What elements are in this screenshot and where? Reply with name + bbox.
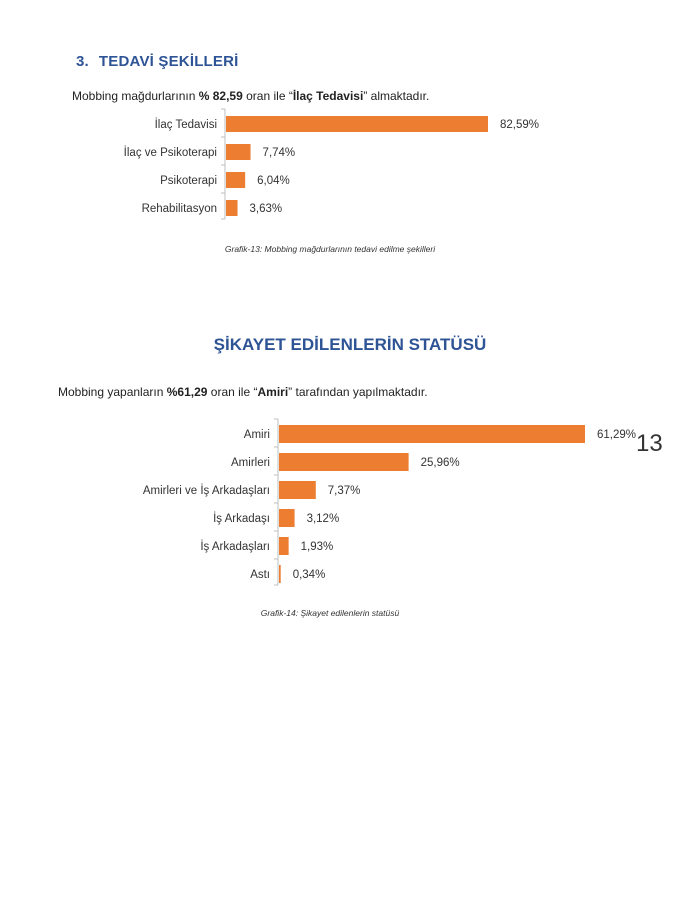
category-label: Rehabilitasyon	[141, 203, 217, 215]
intro-text: ” almaktadır.	[363, 89, 430, 103]
value-label: 7,37%	[327, 485, 361, 497]
value-label: 82,59%	[500, 119, 540, 131]
bar	[279, 509, 295, 527]
bar	[226, 116, 488, 132]
intro-highlight: İlaç Tedavisi	[292, 89, 364, 103]
section-2-title: ŞİKAYET EDİLENLERİN STATÜSÜ	[213, 335, 487, 354]
page-number: 13	[636, 430, 663, 457]
value-label: 3,63%	[249, 203, 283, 215]
intro-text: Mobbing mağdurlarının	[72, 89, 199, 103]
value-label: 61,29%	[597, 429, 637, 441]
section-1-title	[76, 53, 239, 70]
chart-2-caption: Grafik-14: Şikayet edilenlerin statüsü	[260, 608, 400, 618]
intro-value: % 82,59	[198, 89, 243, 103]
complaint-status-bar-chart	[0, 415, 700, 590]
value-label: 0,34%	[292, 569, 326, 581]
category-label: İş Arkadaşı	[213, 513, 270, 525]
treatment-bar-chart	[0, 105, 700, 225]
category-label: Amirleri ve İş Arkadaşları	[142, 485, 270, 497]
intro-text: oran ile “	[242, 89, 293, 103]
section-number: 3.	[76, 53, 89, 70]
bar	[279, 565, 281, 583]
bar	[226, 200, 238, 216]
category-label: Astı	[250, 569, 270, 581]
category-label: Amirleri	[231, 457, 270, 469]
category-label: İlaç Tedavisi	[154, 119, 217, 131]
value-label: 7,74%	[262, 147, 296, 159]
category-label: İş Arkadaşları	[200, 541, 270, 553]
category-label: İlaç ve Psikoterapi	[123, 147, 217, 159]
intro-text: Mobbing yapanların	[58, 385, 167, 399]
value-label: 25,96%	[420, 457, 460, 469]
bar	[279, 537, 289, 555]
bar	[226, 172, 245, 188]
intro-text: ” tarafından yapılmaktadır.	[288, 385, 428, 399]
bar	[279, 453, 409, 471]
value-label: 6,04%	[257, 175, 290, 187]
section-title-text: TEDAVİ ŞEKİLLERİ	[98, 53, 239, 70]
category-label: Amiri	[243, 429, 270, 441]
value-label: 1,93%	[300, 541, 334, 553]
category-label: Psikoterapi	[160, 175, 217, 187]
intro-highlight: Amiri	[257, 385, 289, 399]
intro-value: %61,29	[166, 385, 208, 399]
chart-1-caption: Grafik-13: Mobbing mağdurlarının tedavi edilme şekilleri	[224, 244, 436, 254]
bar	[279, 425, 585, 443]
section-1-intro	[72, 89, 429, 103]
bar	[279, 481, 316, 499]
section-2-intro	[58, 385, 428, 399]
intro-text: oran ile “	[207, 385, 258, 399]
bar	[226, 144, 251, 160]
value-label: 3,12%	[306, 513, 340, 525]
